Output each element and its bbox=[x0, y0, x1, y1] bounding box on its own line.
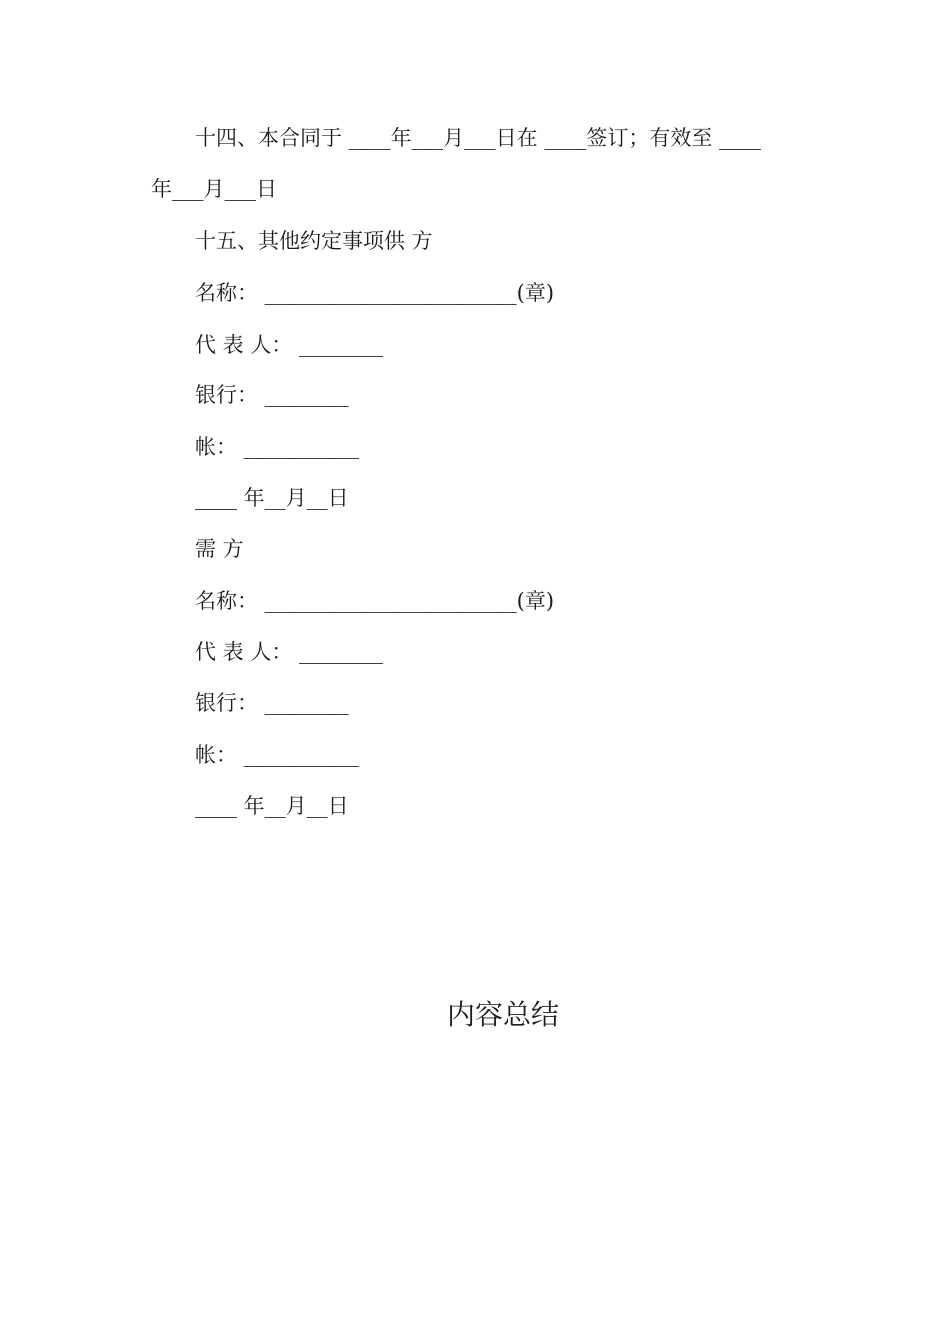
buyer-representative-line: 代 表 人： ________ bbox=[195, 640, 384, 664]
summary-title: 内容总结 bbox=[447, 998, 560, 1031]
buyer-date-line: ____ 年__月__日 bbox=[195, 794, 349, 818]
buyer-account-line: 帐： ___________ bbox=[195, 743, 360, 767]
supplier-bank-line: 银行： ________ bbox=[195, 383, 349, 407]
buyer-heading: 需 方 bbox=[195, 537, 244, 561]
supplier-account-line: 帐： ___________ bbox=[195, 435, 360, 459]
clause-14-line-1: 十四、本合同于 ____年___月___日在 ____签订；有效至 ____ bbox=[195, 126, 762, 150]
clause-15: 十五、其他约定事项供 方 bbox=[195, 229, 433, 253]
clause-14-line-2: 年___月___日 bbox=[151, 177, 277, 201]
supplier-name-line: 名称： ________________________(章) bbox=[195, 281, 555, 305]
buyer-bank-line: 银行： ________ bbox=[195, 691, 349, 715]
supplier-representative-line: 代 表 人： ________ bbox=[195, 333, 384, 357]
buyer-name-line: 名称： ________________________(章) bbox=[195, 589, 555, 613]
supplier-date-line: ____ 年__月__日 bbox=[195, 486, 349, 510]
